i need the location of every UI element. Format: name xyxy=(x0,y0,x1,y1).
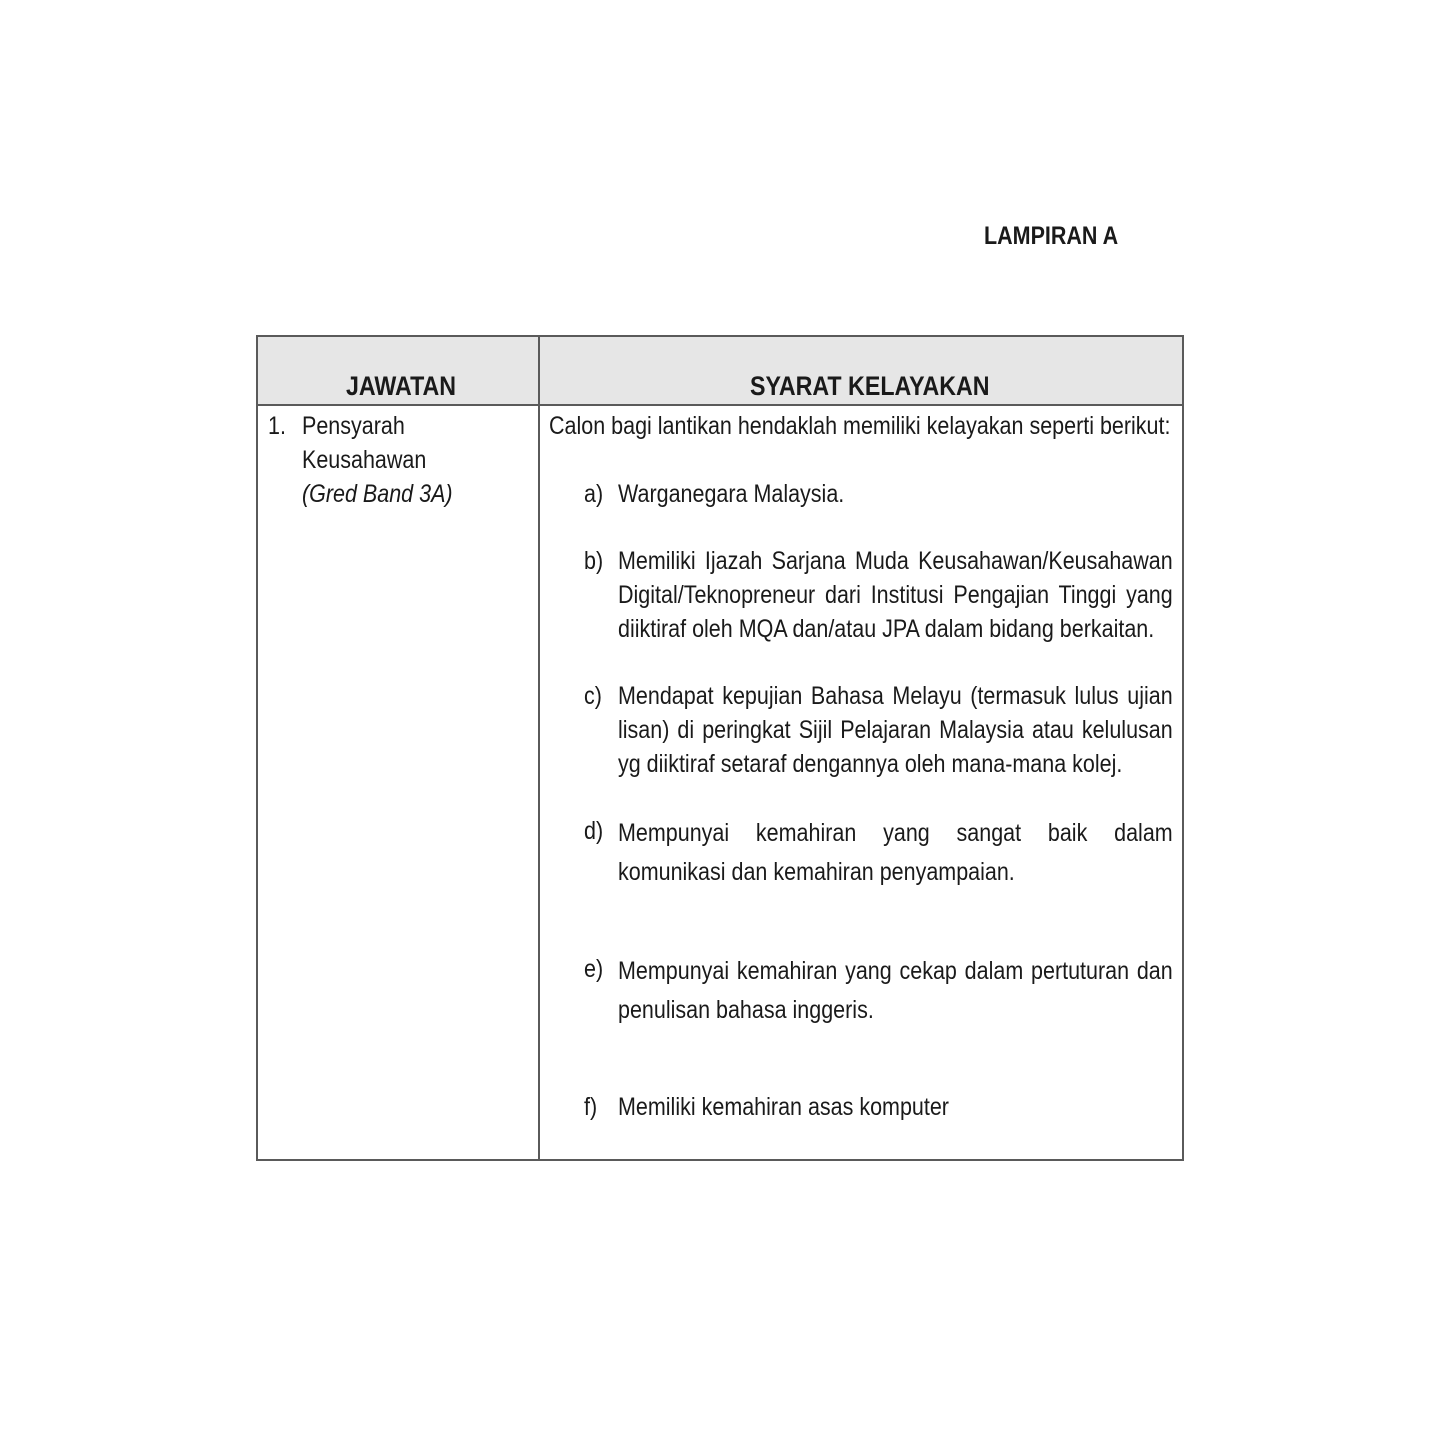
annex-label: LAMPIRAN A xyxy=(984,222,1119,250)
header-requirements: SYARAT KELAYAKAN xyxy=(750,371,990,401)
requirement-marker: f) xyxy=(584,1093,598,1121)
requirement-marker: d) xyxy=(584,817,604,845)
requirement-text: Mendapat kepujian Bahasa Melayu (termasuk lulus ujian lisan) di peringkat Sijil Pelajaran Malaysia atau kelulusan yg diiktiraf setaraf dengannya oleh mana-mana kolej. xyxy=(618,682,1173,778)
requirement-marker: b) xyxy=(584,547,604,575)
requirement-marker: e) xyxy=(584,955,604,983)
requirement-text: Mempunyai kemahiran yang sangat baik dalam komunikasi dan kemahiran penyampaian. xyxy=(618,819,1173,886)
position-title-line1: Pensyarah xyxy=(302,412,405,440)
requirement-text: Memiliki Ijazah Sarjana Muda Keusahawan/Keusahawan Digital/Teknopreneur dari Institusi Pengajian Tinggi yang diiktiraf oleh MQA dan/atau JPA dalam bidang berkaitan. xyxy=(618,547,1173,643)
position-title-line2: Keusahawan xyxy=(302,446,427,474)
position-number: 1. xyxy=(268,412,286,440)
requirements-table xyxy=(256,335,1184,1161)
requirement-text: Warganegara Malaysia. xyxy=(618,480,845,508)
header-position: JAWATAN xyxy=(346,371,457,401)
column-divider xyxy=(538,337,540,1159)
requirement-marker: c) xyxy=(584,682,602,710)
requirement-marker: a) xyxy=(584,480,604,508)
position-grade: (Gred Band 3A) xyxy=(302,480,453,508)
requirement-text: Memiliki kemahiran asas komputer xyxy=(618,1093,949,1121)
requirements-intro: Calon bagi lantikan hendaklah memiliki kelayakan seperti berikut: xyxy=(549,412,1171,440)
requirement-text: Mempunyai kemahiran yang cekap dalam pertuturan dan penulisan bahasa inggeris. xyxy=(618,957,1173,1024)
